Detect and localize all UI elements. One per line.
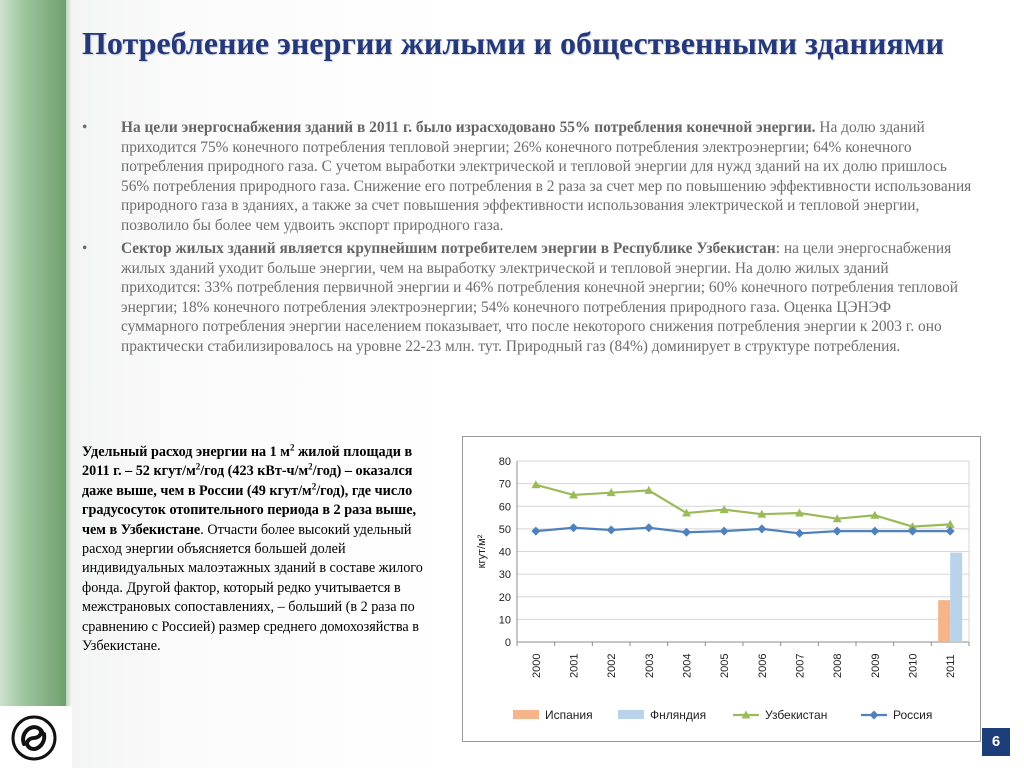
y-tick-label: 70 [498,478,511,491]
point-Россия [531,527,540,536]
point-Россия [946,527,955,536]
bar-Испания [938,600,950,642]
legend-label: Россия [893,708,933,722]
bullet-marker: • [82,119,88,136]
bullet-text: На долю зданий приходится 75% конечного потребления тепловой энергии; 26% конечного потребления электроэнергии; 64% конечного потребления природного газа. С учетом выработки электрической и тепловой энергии для нужд зданий на их долю пришлось 56% потребления природного газа. Снижение его потребления в 2 раза за счет мер по повышению эффективности использования природного газа в зданиях, а также за счет повышения эффективности использования электрической и тепловой энергии, позволило бы более чем удвоить экспорт природного газа. [121,119,972,234]
chart-container [462,436,981,742]
note-bold-part: /год) – оказался даже выше, чем в России (49 кгут/м [82,463,413,499]
note-bold-part: /год (423 кВт-ч/м [200,463,309,480]
x-tick-label: 2009 [869,653,882,678]
point-Россия [833,527,842,536]
note-superscript: 2 [308,461,313,472]
y-tick-label: 30 [498,569,511,582]
x-tick-label: 2003 [643,653,656,678]
energy-chart [463,437,980,741]
legend-label: Узбекистан [765,708,828,722]
legend-label: Фнляндия [650,708,707,722]
y-axis-label: кгут/м² [476,534,488,569]
bullet-bold-text: Сектор жилых зданий является крупнейшим потребителем энергии в Республике Узбекистан [121,240,776,257]
point-Россия [644,523,653,532]
point-Россия [757,524,766,533]
bar-Фнляндия [950,553,962,642]
note-superscript: 2 [289,442,295,453]
point-Россия [607,526,616,535]
x-tick-label: 2000 [530,653,543,678]
x-tick-label: 2008 [832,653,845,678]
legend-swatch [513,710,539,719]
y-tick-label: 0 [504,637,511,649]
legend-swatch [618,710,644,719]
y-tick-label: 10 [498,614,511,627]
y-tick-label: 40 [498,546,511,559]
point-Россия [720,527,729,536]
x-tick-label: 2010 [907,653,920,678]
point-Узбекистан [531,480,540,488]
bullet-bold-text: На цели энергоснабжения зданий в 2011 г. было израсходовано 55% потребления конечной энергии. [121,119,816,136]
y-tick-label: 50 [498,523,511,536]
note-bold-part: Удельный расход энергии на 1 м [82,444,290,460]
side-note [82,443,440,656]
logo [0,706,72,768]
note-text: . Отчасти более высокий удельный расход энергии объясняется большей долей индивидуальных малоэтажных зданий в составе жилого фонда. Другой фактор, который редко учитывается в межстрановых сопоставлениях, – больший (в 2 раза по сравнению с Россией) размер среднего домохозяйства в Узбекистане. [82,521,423,655]
logo-emblem-icon [10,714,58,762]
x-tick-label: 2004 [681,653,694,678]
series-line-Узбекистан [536,485,950,527]
x-tick-label: 2005 [719,653,732,678]
point-Россия [569,523,578,532]
bullet-item [82,118,972,235]
point-Россия [870,527,879,536]
left-decor-bar [0,0,66,768]
point-Россия [795,529,804,538]
note-superscript: 2 [311,481,317,492]
note-bold-part: жилой площади в 2011 г. – 52 кгут/м [82,444,413,480]
x-tick-label: 2002 [606,653,619,678]
legend-label: Испания [545,708,593,722]
y-tick-label: 20 [498,591,511,604]
bullet-marker: • [82,240,88,257]
slide-title: Потребление энергии жилыми и общественными зданиями [82,25,944,61]
legend-marker [870,711,879,720]
x-tick-label: 2006 [756,653,769,678]
x-tick-label: 2011 [945,654,958,678]
bullet-list [82,118,972,360]
left-decor-edge [66,0,72,768]
y-tick-label: 60 [498,501,511,514]
note-superscript: 2 [195,461,201,472]
page-number: 6 [982,728,1010,756]
note-bold-part: /год), где число градусосуток отопительного периода в 2 раза выше, чем в Узбекистане [82,482,417,538]
bullet-text: : на цели энергоснабжения жилых зданий уходит больше энергии, чем на выработку электрической и тепловой энергии. На долю жилых зданий приходится: 33% потребления первичной энергии и 46% потребления конечной энергии; 60% конечного потребления тепловой энергии; 18% конечного потребления электроэнергии; 54% конечного потребления природного газа. Оценка ЦЭНЭФ суммарного потребления энергии населением показывает, что после некоторого снижения потребления энергии к 2003 г. оно практически стабилизировалось на уровне 22-23 млн. тут. Природный газ (84%) доминирует в структуре потребления. [121,240,958,355]
bullet-item [82,239,972,356]
x-tick-label: 2001 [568,653,581,678]
y-tick-label: 80 [498,456,511,468]
x-tick-label: 2007 [794,653,807,678]
